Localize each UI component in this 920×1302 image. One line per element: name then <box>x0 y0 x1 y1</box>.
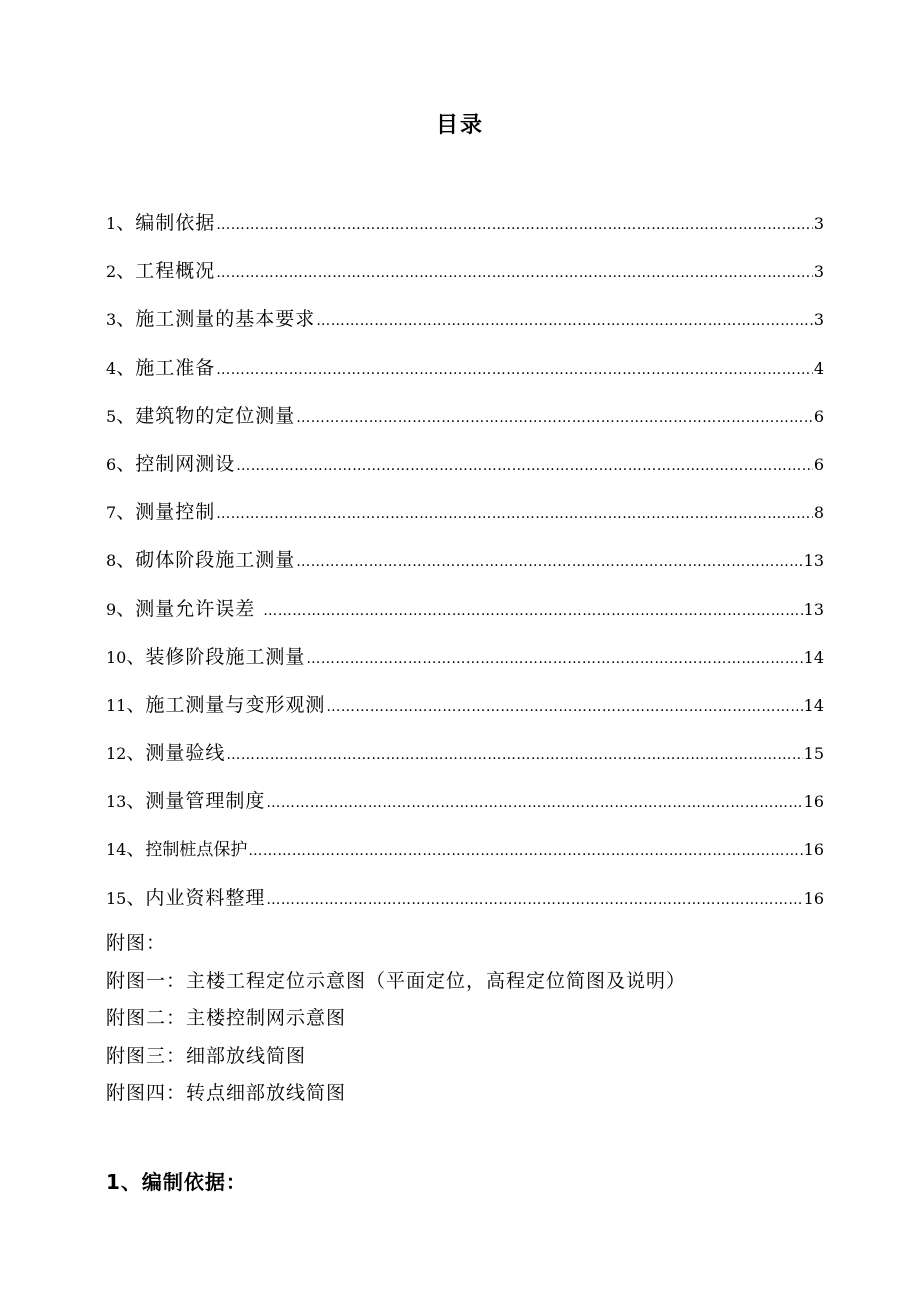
toc-entry[interactable] <box>106 353 824 401</box>
toc-entry-label: 测量验线 <box>145 742 226 765</box>
toc-leader-dots <box>263 603 802 619</box>
toc-entry-label: 砌体阶段施工测量 <box>135 549 296 572</box>
appendix-item[interactable]: 附图一：主楼工程定位示意图（平面定位，高程定位简图及说明） <box>106 969 687 992</box>
toc-entry-separator: 、 <box>116 212 136 234</box>
toc-entry-page: 3 <box>813 310 824 330</box>
toc-entry-number: 3 <box>106 310 117 330</box>
toc-entry-page: 16 <box>803 888 824 908</box>
toc-entry-label: 建筑物的定位测量 <box>135 404 296 427</box>
toc-entry-label: 施工测量与变形观测 <box>145 693 326 716</box>
toc-entry[interactable] <box>106 834 824 882</box>
toc-entry-page: 13 <box>803 599 824 619</box>
toc-entry-separator: 、 <box>116 308 136 331</box>
toc-entry-separator: 、 <box>116 597 136 620</box>
toc-entry-separator: 、 <box>126 742 146 765</box>
toc-entry-separator: 、 <box>116 501 136 524</box>
toc-entry-page: 6 <box>813 454 824 474</box>
toc-entry-separator: 、 <box>126 693 146 716</box>
section-heading: 1、编制依据： <box>106 1170 247 1194</box>
toc-entry-page: 3 <box>813 214 824 233</box>
toc-leader-dots <box>216 265 813 281</box>
toc-entry-number: 10 <box>106 647 127 667</box>
toc-entry-number: 1 <box>106 214 117 233</box>
toc-entry-page: 4 <box>813 358 824 378</box>
toc-leader-dots <box>226 747 802 763</box>
toc-entry-label: 控制网测设 <box>135 452 236 475</box>
toc-entry-label: 施工准备 <box>135 356 216 379</box>
toc-entry-number: 7 <box>106 503 117 523</box>
toc-leader-dots <box>266 892 802 908</box>
toc-leader-dots <box>326 699 802 715</box>
toc-entry-page: 14 <box>803 695 824 715</box>
toc-entry-label: 测量允许误差 <box>135 597 263 620</box>
toc-leader-dots <box>266 795 802 811</box>
toc-entry-label: 测量控制 <box>135 501 216 524</box>
toc-leader-dots <box>296 554 802 570</box>
toc-title: 目录 <box>435 113 484 138</box>
toc-entry-label: 工程概况 <box>135 260 216 283</box>
toc-entry-page: 3 <box>813 262 824 282</box>
toc-entry-separator: 、 <box>116 356 136 379</box>
toc-entry[interactable] <box>106 642 824 690</box>
toc-entry-number: 11 <box>106 695 127 715</box>
toc-entry-separator: 、 <box>126 645 146 668</box>
toc-entry-number: 5 <box>106 406 117 426</box>
toc-entry-number: 2 <box>106 262 117 282</box>
toc-entry[interactable] <box>106 449 824 497</box>
toc-entry-number: 8 <box>106 551 117 571</box>
toc-entry[interactable] <box>106 545 824 593</box>
toc-entry-page: 14 <box>803 647 824 667</box>
toc-entry[interactable] <box>106 883 824 931</box>
toc-entry-label: 内业资料整理 <box>145 886 266 909</box>
toc-entry-page: 16 <box>803 792 824 812</box>
toc-entry-label: 测量管理制度 <box>145 790 266 813</box>
toc-entry-number: 6 <box>106 454 117 474</box>
toc-entry-page: 8 <box>813 503 824 523</box>
appendix-item[interactable]: 附图四：转点细部放线简图 <box>106 1082 347 1104</box>
appendix-item[interactable]: 附图二：主楼控制网示意图 <box>106 1007 347 1029</box>
toc-entry[interactable] <box>106 594 824 642</box>
toc-entry[interactable] <box>106 497 824 545</box>
toc-entry[interactable] <box>106 208 824 256</box>
toc-leader-dots <box>216 362 813 378</box>
toc-entry-separator: 、 <box>116 549 136 572</box>
toc-entry-label: 控制桩点保护 <box>145 840 248 861</box>
toc-entry-label: 编制依据 <box>135 212 216 234</box>
toc-leader-dots <box>296 410 813 426</box>
appendix-figures <box>106 928 826 1116</box>
toc-leader-dots <box>316 313 813 329</box>
toc-leader-dots <box>236 458 813 474</box>
toc-entry-separator: 、 <box>126 886 146 909</box>
appendix-heading: 附图： <box>106 932 167 954</box>
toc-entry[interactable] <box>106 786 824 834</box>
toc-leader-dots <box>306 651 802 667</box>
toc-entry-separator: 、 <box>126 790 146 813</box>
toc-entry[interactable] <box>106 690 824 738</box>
toc-entry-page: 16 <box>803 840 824 860</box>
toc-entry-page: 15 <box>803 744 824 764</box>
toc-entry-separator: 、 <box>116 260 136 283</box>
toc-leader-dots <box>248 843 802 859</box>
toc-entry-separator: 、 <box>116 452 136 475</box>
toc-entry[interactable] <box>106 401 824 449</box>
toc-entry-separator: 、 <box>116 404 136 427</box>
toc-leader-dots <box>216 217 813 233</box>
toc-entry-number: 14 <box>106 840 127 860</box>
toc-entry[interactable] <box>106 738 824 786</box>
toc-entry-label: 装修阶段施工测量 <box>145 645 306 668</box>
toc-entry-number: 15 <box>106 888 127 908</box>
toc-list <box>106 208 824 931</box>
toc-entry[interactable] <box>106 304 824 352</box>
toc-entry-page: 6 <box>813 406 824 426</box>
toc-entry-separator: 、 <box>126 838 146 861</box>
toc-entry-label: 施工测量的基本要求 <box>135 308 316 331</box>
toc-entry-number: 4 <box>106 358 117 378</box>
toc-entry-number: 13 <box>106 792 127 812</box>
appendix-item[interactable]: 附图三：细部放线简图 <box>106 1044 307 1067</box>
toc-entry-number: 12 <box>106 744 127 764</box>
toc-entry-number: 9 <box>106 599 117 619</box>
toc-entry[interactable] <box>106 256 824 304</box>
toc-entry-page: 13 <box>803 551 824 571</box>
toc-leader-dots <box>216 506 813 522</box>
